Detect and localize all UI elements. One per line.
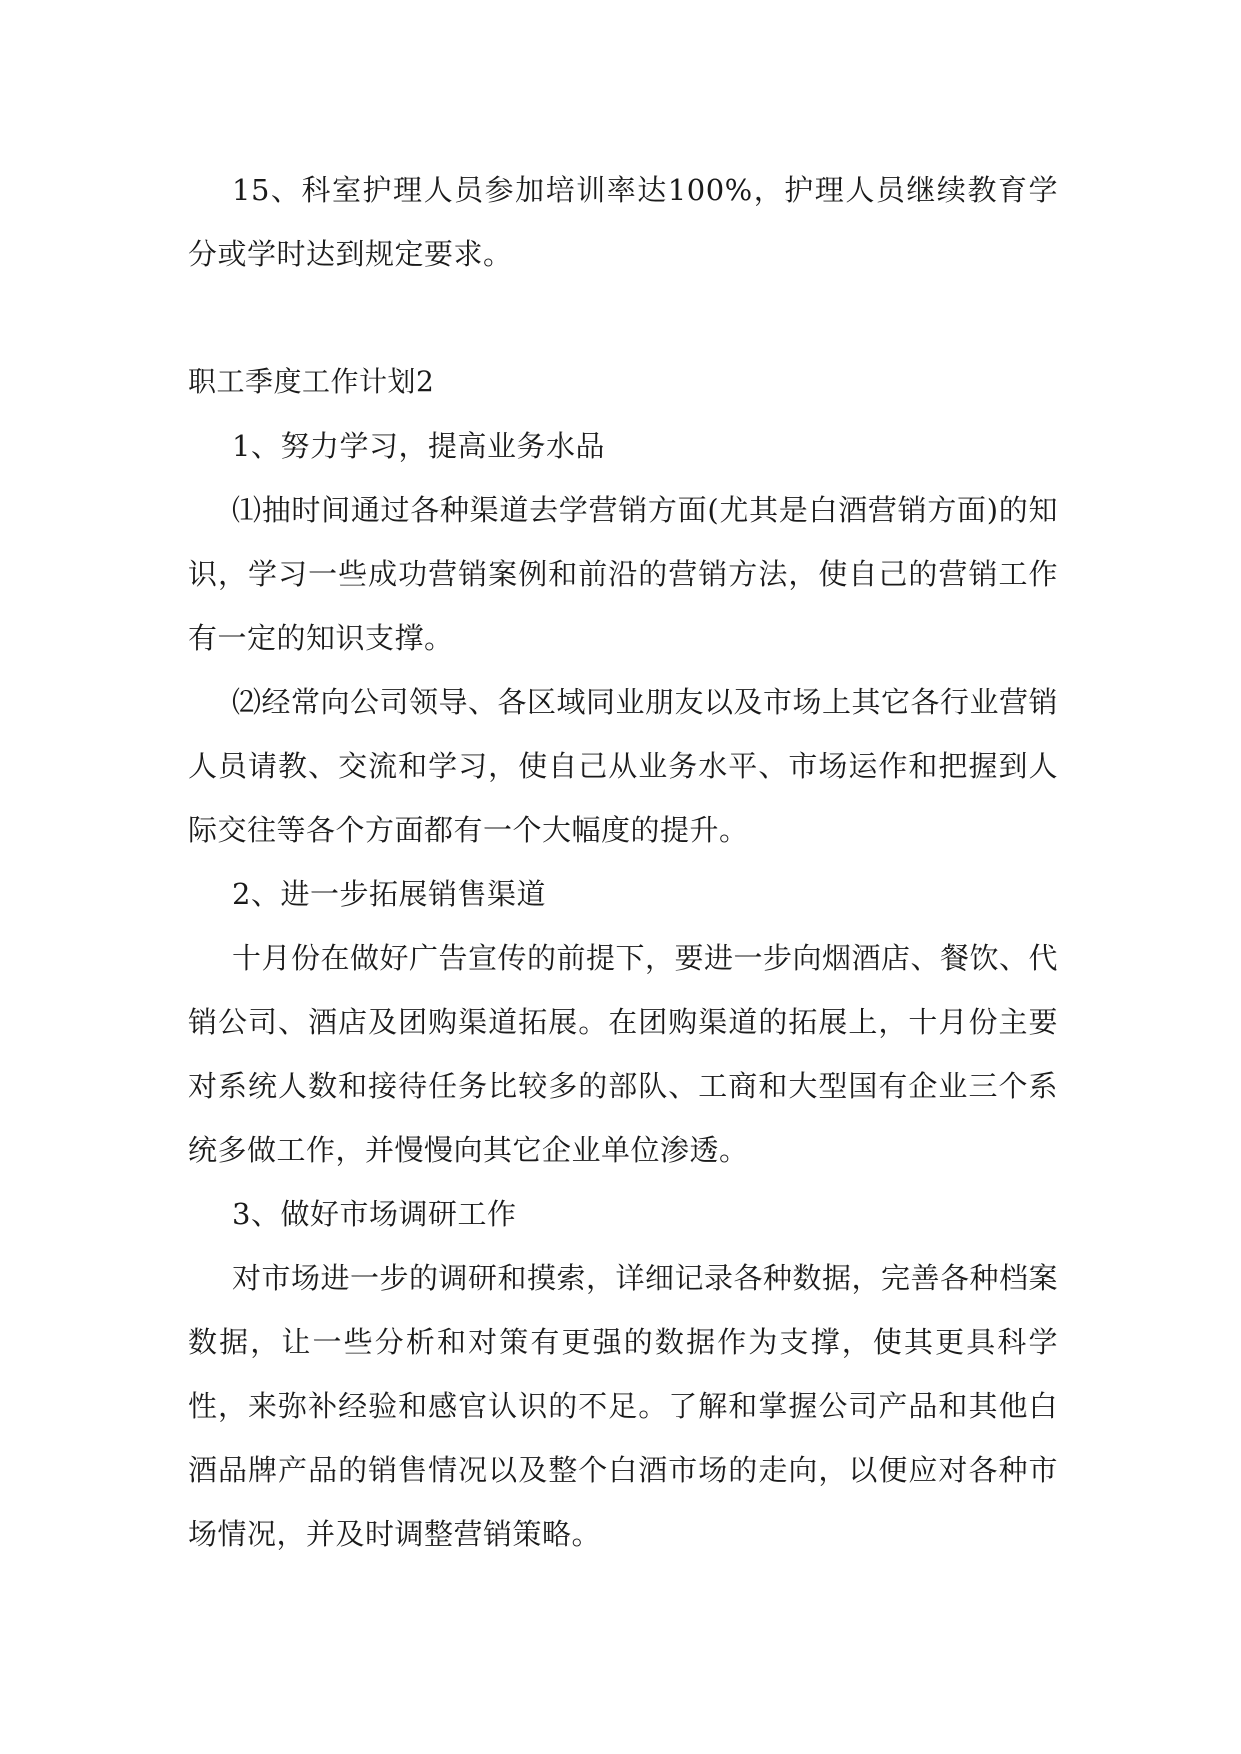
paragraph-study-2: ⑵经常向公司领导、各区域同业朋友以及市场上其它各行业营销人员请教、交流和学习，使自己从业务水平、市场运作和把握到人际交往等各个方面都有一个大幅度的提升。 xyxy=(188,685,1059,847)
paragraph-channels: 十月份在做好广告宣传的前提下，要进一步向烟酒店、餐饮、代销公司、酒店及团购渠道拓展。在团购渠道的拓展上，十月份主要对系统人数和接待任务比较多的部队、工商和大型国有企业三个系统多做工作，并慢慢向其它企业单位渗透。 xyxy=(188,941,1059,1167)
heading-channels: 2、进一步拓展销售渠道 xyxy=(232,877,546,911)
heading-research: 3、做好市场调研工作 xyxy=(232,1197,517,1231)
paragraph-research: 对市场进一步的调研和摸索，详细记录各种数据，完善各种档案数据，让一些分析和对策有更强的数据作为支撑，使其更具科学性，来弥补经验和感官认识的不足。了解和掌握公司产品和其他白酒品牌产品的销售情况以及整个白酒市场的走向，以便应对各种市场情况，并及时调整营销策略。 xyxy=(188,1261,1059,1551)
paragraph-item-15: 15、科室护理人员参加培训率达100%，护理人员继续教育学分或学时达到规定要求。 xyxy=(188,173,1058,271)
paragraph-study-1: ⑴抽时间通过各种渠道去学营销方面(尤其是白酒营销方面)的知识，学习一些成功营销案例和前沿的营销方法，使自己的营销工作有一定的知识支撑。 xyxy=(188,493,1058,655)
heading-study: 1、努力学习，提高业务水品 xyxy=(232,429,605,463)
section-title: 职工季度工作计划2 xyxy=(188,365,435,398)
document-body xyxy=(188,158,1058,1566)
